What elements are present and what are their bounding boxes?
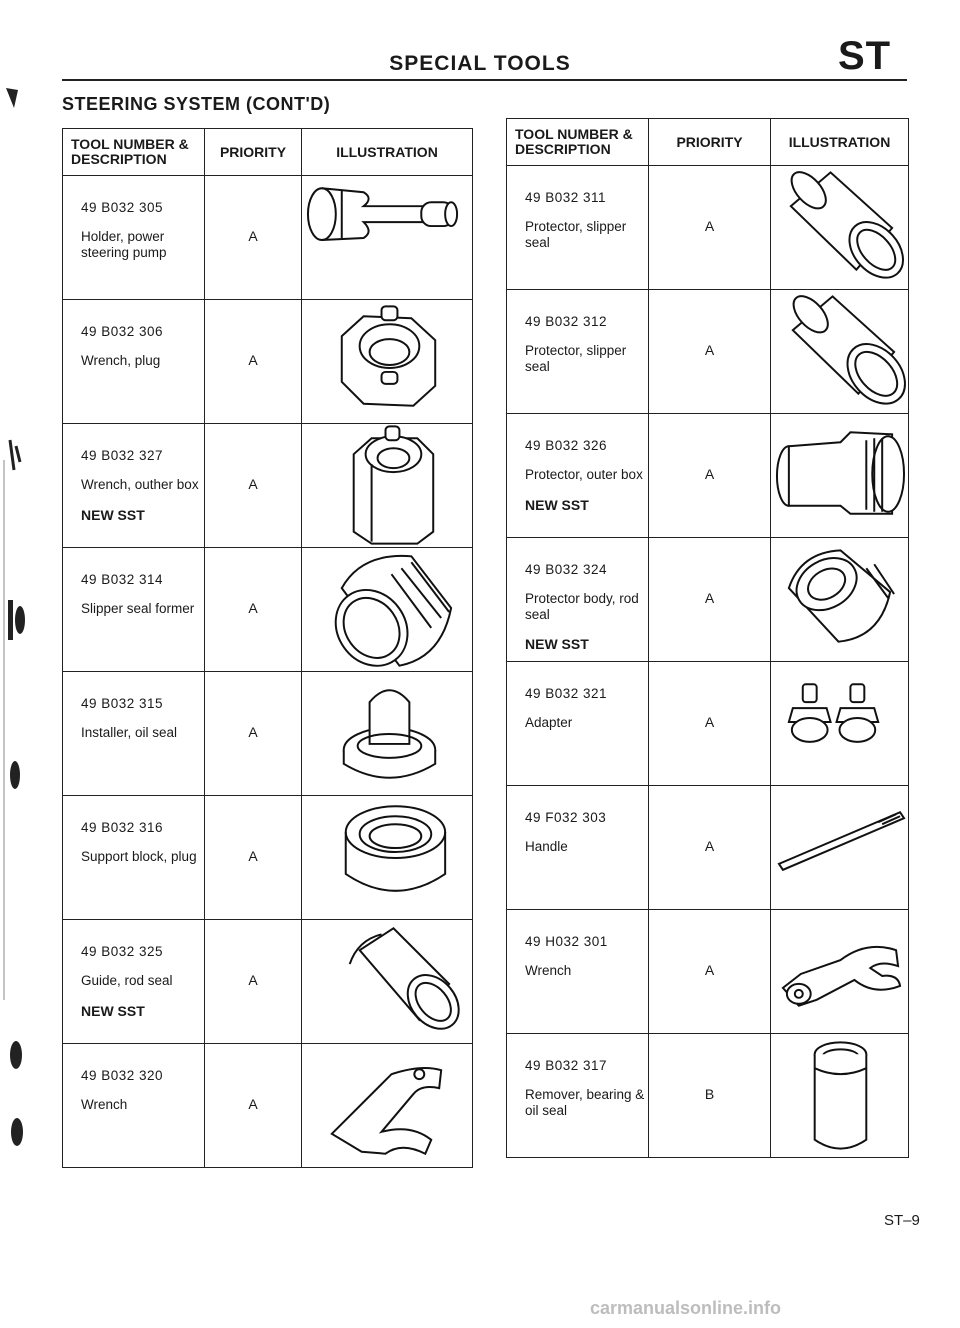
tool-priority: A bbox=[704, 590, 715, 606]
new-sst-label: NEW SST bbox=[81, 1002, 145, 1019]
header-tool-number: TOOL NUMBER & DESCRIPTION bbox=[63, 129, 205, 176]
table-row bbox=[63, 1044, 473, 1168]
header-illustration: ILLUSTRATION bbox=[771, 119, 909, 166]
tool-number: 49 B032 324 bbox=[525, 562, 608, 577]
table-row bbox=[63, 672, 473, 796]
tool-priority: A bbox=[248, 1096, 258, 1112]
seal-former-icon bbox=[302, 548, 472, 671]
table-row bbox=[507, 166, 909, 290]
tool-priority: A bbox=[704, 838, 715, 854]
tool-priority: B bbox=[704, 1086, 715, 1102]
tool-priority: A bbox=[704, 466, 715, 482]
outer-protector-icon bbox=[771, 414, 908, 537]
tool-number: 49 B032 317 bbox=[525, 1058, 608, 1073]
new-sst-label: NEW SST bbox=[525, 636, 589, 653]
tool-priority: A bbox=[248, 600, 258, 616]
installer-icon bbox=[302, 672, 472, 795]
right-tool-table bbox=[506, 118, 909, 1158]
tool-priority: A bbox=[704, 218, 715, 234]
header-tool-number: TOOL NUMBER & DESCRIPTION bbox=[507, 119, 649, 166]
protector-icon bbox=[771, 290, 908, 413]
tool-priority: A bbox=[248, 972, 258, 988]
header-illustration: ILLUSTRATION bbox=[302, 129, 473, 176]
tool-number: 49 B032 326 bbox=[525, 438, 608, 453]
tool-priority: A bbox=[704, 342, 715, 358]
tool-description: Protector, slipper seal bbox=[525, 219, 627, 250]
handle-icon bbox=[771, 786, 908, 909]
box-wrench-icon bbox=[302, 424, 472, 547]
table-row bbox=[63, 796, 473, 920]
tool-description: Wrench, outher box bbox=[81, 477, 199, 492]
tool-number: 49 B032 327 bbox=[81, 448, 164, 463]
table-row bbox=[507, 1034, 909, 1158]
page-number: ST–9 bbox=[884, 1212, 920, 1229]
tool-description: Wrench bbox=[525, 963, 572, 978]
new-sst-label: NEW SST bbox=[525, 496, 589, 513]
table-row bbox=[63, 300, 473, 424]
holder-icon bbox=[302, 176, 472, 299]
tool-number: 49 B032 314 bbox=[81, 572, 164, 587]
table-row bbox=[63, 424, 473, 548]
tool-number: 49 B032 305 bbox=[81, 200, 164, 215]
watermark[interactable]: carmanualsonline.info bbox=[590, 1298, 782, 1318]
tool-description: Holder, power steering pump bbox=[81, 229, 167, 260]
table-row bbox=[63, 920, 473, 1044]
tool-description: Protector, slipper seal bbox=[525, 343, 627, 374]
table-row bbox=[507, 786, 909, 910]
tool-priority: A bbox=[248, 476, 258, 492]
tool-number: 49 B032 311 bbox=[525, 190, 607, 205]
tool-number: 49 F032 303 bbox=[525, 810, 607, 825]
new-sst-label: NEW SST bbox=[81, 506, 145, 523]
protector-body-icon bbox=[771, 538, 908, 661]
binder-marks-icon bbox=[0, 0, 40, 1328]
plug-wrench-icon bbox=[302, 300, 472, 423]
tool-number: 49 B032 321 bbox=[525, 686, 608, 701]
tool-priority: A bbox=[248, 352, 258, 368]
header-divider bbox=[62, 79, 907, 81]
tool-description: Wrench, plug bbox=[81, 353, 161, 368]
tool-number: 49 B032 315 bbox=[81, 696, 164, 711]
table-header-row bbox=[63, 129, 473, 176]
tool-number: 49 B032 325 bbox=[81, 944, 164, 959]
tool-description: Guide, rod seal bbox=[81, 973, 173, 988]
tool-number: 49 B032 316 bbox=[81, 820, 164, 835]
table-row bbox=[507, 414, 909, 538]
table-row bbox=[507, 290, 909, 414]
tool-priority: A bbox=[704, 962, 715, 978]
support-block-icon bbox=[302, 796, 472, 919]
tool-description: Protector body, rod seal bbox=[525, 591, 639, 622]
section-code: ST bbox=[838, 34, 892, 78]
page-title: SPECIAL TOOLS bbox=[389, 52, 571, 75]
table-row bbox=[507, 910, 909, 1034]
table-row bbox=[507, 662, 909, 786]
left-tool-table bbox=[62, 128, 473, 1168]
tool-priority: A bbox=[248, 228, 258, 244]
tool-priority: A bbox=[248, 848, 258, 864]
section-heading: STEERING SYSTEM (CONT'D) bbox=[62, 94, 331, 114]
table-header-row bbox=[507, 119, 909, 166]
tool-description: Installer, oil seal bbox=[81, 725, 178, 740]
tool-number: 49 B032 320 bbox=[81, 1068, 164, 1083]
tool-description: Slipper seal former bbox=[81, 601, 195, 616]
table-row bbox=[507, 538, 909, 662]
tool-description: Protector, outer box bbox=[525, 467, 643, 482]
tool-priority: A bbox=[248, 724, 258, 740]
tool-number: 49 B032 312 bbox=[525, 314, 608, 329]
tool-number: 49 H032 301 bbox=[525, 934, 608, 949]
tool-description: Adapter bbox=[525, 715, 573, 730]
tool-description: Wrench bbox=[81, 1097, 128, 1112]
header-priority: PRIORITY bbox=[205, 129, 302, 176]
guide-icon bbox=[302, 920, 472, 1043]
tool-description: Support block, plug bbox=[81, 849, 197, 864]
adapter-icon bbox=[771, 662, 908, 785]
tool-priority: A bbox=[704, 714, 715, 730]
remover-icon bbox=[771, 1034, 908, 1157]
tool-description: Remover, bearing & oil seal bbox=[525, 1087, 645, 1118]
table-row bbox=[63, 176, 473, 300]
crowfoot-wrench-icon bbox=[771, 910, 908, 1033]
hook-wrench-icon bbox=[302, 1044, 472, 1167]
tool-description: Handle bbox=[525, 839, 568, 854]
tool-number: 49 B032 306 bbox=[81, 324, 164, 339]
table-row bbox=[63, 548, 473, 672]
protector-icon bbox=[771, 166, 908, 289]
header-priority: PRIORITY bbox=[649, 119, 771, 166]
